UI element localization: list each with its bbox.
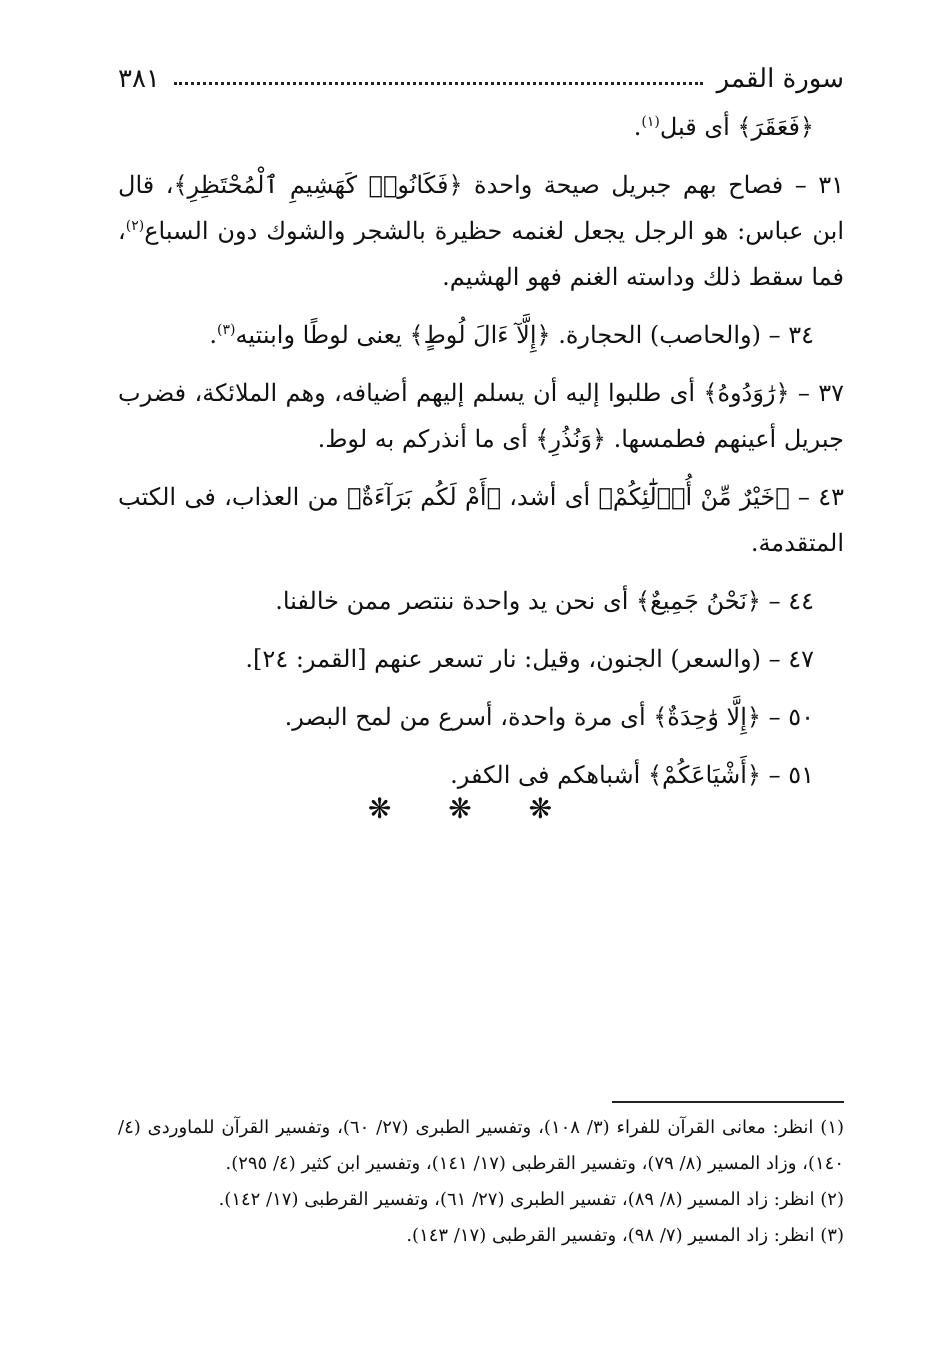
paragraph-verse-51: ٥١ – ﴿أَشْيَاعَكُمْ﴾ أشباهكم فى الكفر. (450, 761, 814, 789)
footnotes (118, 1110, 844, 1254)
surah-title: سورة القمر (716, 64, 844, 94)
header-dotted-leader (174, 82, 703, 85)
paragraph-verse-34: ٣٤ – (والحاصب) الحجارة. ﴿إِلَّآ ءَالَ لُوطٍ﴾ يعنى لوطًا وابنتيه$^{(٣)}$. (209, 321, 814, 349)
footnote-3: (٣) انظر: زاد المسير (٧/ ٩٨)، وتفسير القرطبى (١٧/ ١٤٣). (406, 1225, 844, 1246)
footnote-ref-3: (٣) (217, 322, 236, 338)
section-separator-stars: ❋ ❋ ❋ (367, 792, 577, 825)
page-number: ٣٨١ (118, 64, 160, 94)
paragraph-verse-44: ٤٤ – ﴿نَحْنُ جَمِيعٌ﴾ أى نحن يد واحدة ننتصر ممن خالفنا. (275, 587, 814, 615)
footnote-2: (٢) انظر: زاد المسير (٨/ ٨٩)، تفسير الطبرى (٢٧/ ٦١)، وتفسير القرطبى (١٧/ ١٤٢). (218, 1189, 844, 1210)
running-header (118, 54, 844, 94)
footnote-ref-2: (٢) (125, 218, 145, 234)
paragraph-verse-31: ٣١ – فصاح بهم جبريل صيحة واحدة ﴿فَكَانُوا۟ كَهَشِيمِ ٱلْمُحْتَظِرِ﴾، قال ابن عباس: هو الرجل يجعل لغنمه حظيرة بالشجر والشوك دون السباع$^{(٢)}$، فما سقط ذلك وداسته الغنم فهو الهشيم. (118, 171, 844, 291)
footnote-ref-1: (١) (641, 114, 660, 130)
commentary-text (118, 104, 844, 810)
footnote-divider (612, 1101, 844, 1103)
footnote-1: (١) انظر: معانى القرآن للفراء (٣/ ١٠٨)، وتفسير الطبرى (٢٧/ ٦٠)، وتفسير القرآن للماوردى (٤/ ١٤٠)، وزاد المسير (٨/ ٧٩)، وتفسير القرطبى (١٧/ ١٤١)، وتفسير ابن كثير (٤/ ٢٩٥). (118, 1117, 845, 1174)
paragraph-intro: ﴿فَعَقَرَ﴾ أى قبل$^{(١)}$. (633, 113, 814, 141)
paragraph-verse-43: ٤٣ – ﴿خَيْرٌ مِّنْ أُو۟لَٰٓئِكُمْ﴾ أى أشد، ﴿أَمْ لَكُم بَرَآءَةٌ﴾ من العذاب، فى الكتب المتقدمة. (118, 483, 844, 557)
paragraph-verse-50: ٥٠ – ﴿إِلَّا وَٰحِدَةٌ﴾ أى مرة واحدة، أسرع من لمح البصر. (284, 703, 814, 731)
paragraph-verse-47: ٤٧ – (والسعر) الجنون، وقيل: نار تسعر عنهم [القمر: ٢٤]. (245, 645, 814, 673)
paragraph-verse-37: ٣٧ – ﴿رَٰوَدُوهُ﴾ أى طلبوا إليه أن يسلم إليهم أضيافه، وهم الملائكة، فضرب جبريل أعينهم فطمسها. ﴿وَنُذُرِ﴾ أى ما أنذركم به لوط. (118, 379, 844, 453)
